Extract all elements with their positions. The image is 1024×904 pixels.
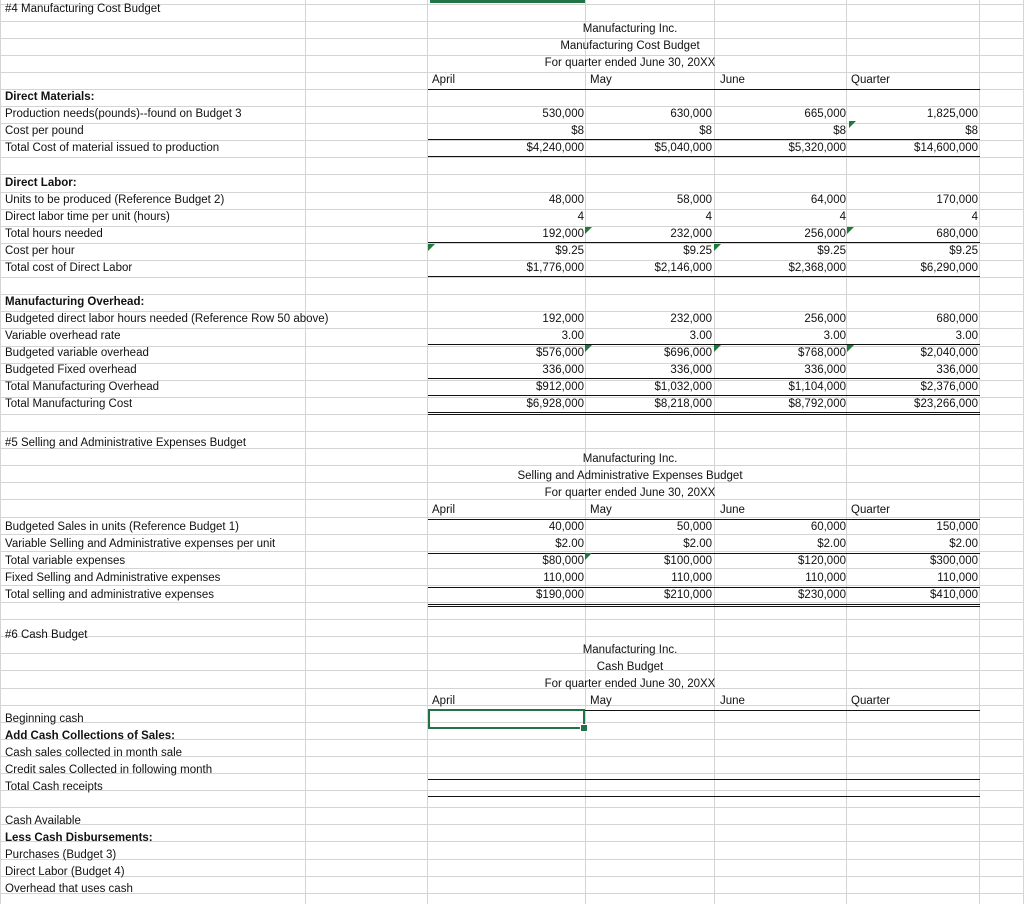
selected-cell[interactable]: [428, 709, 585, 729]
value-cell[interactable]: $14,600,000: [914, 142, 978, 154]
value-cell[interactable]: $8,218,000: [654, 398, 712, 410]
row-label[interactable]: Overhead that uses cash: [5, 883, 133, 895]
value-cell[interactable]: 3.00: [561, 330, 584, 342]
subtotal-line: [428, 139, 980, 140]
column-header[interactable]: May: [590, 74, 612, 86]
error-indicator-icon: [849, 121, 856, 128]
subtotal-line: [428, 378, 980, 379]
value-cell[interactable]: $2,376,000: [920, 381, 978, 393]
value-cell[interactable]: $696,000: [664, 347, 712, 359]
subtotal-line: [428, 779, 980, 780]
value-cell[interactable]: 192,000: [542, 228, 584, 240]
row-label[interactable]: Direct Labor (Budget 4): [5, 866, 125, 878]
value-cell[interactable]: 60,000: [810, 521, 846, 533]
value-cell[interactable]: 530,000: [542, 108, 584, 120]
section-title[interactable]: #6 Cash Budget: [5, 629, 88, 641]
section-header[interactable]: Manufacturing Overhead:: [5, 296, 145, 308]
row-label[interactable]: Cost per hour: [5, 245, 75, 257]
value-cell[interactable]: $9.25: [555, 245, 584, 257]
error-indicator-icon: [847, 227, 854, 234]
header-underline: [428, 89, 980, 90]
value-cell[interactable]: $1,104,000: [788, 381, 846, 393]
value-cell[interactable]: $23,266,000: [914, 398, 978, 410]
value-cell[interactable]: $2.00: [555, 538, 584, 550]
budget-name[interactable]: Cash Budget: [596, 661, 664, 673]
value-cell[interactable]: 58,000: [676, 194, 712, 206]
value-cell[interactable]: $210,000: [664, 589, 712, 601]
value-cell[interactable]: 3.00: [955, 330, 978, 342]
value-cell[interactable]: 256,000: [804, 228, 846, 240]
row-label[interactable]: Budgeted Sales in units (Reference Budget 1): [5, 521, 239, 533]
value-cell[interactable]: $1,776,000: [526, 262, 584, 274]
value-cell[interactable]: 232,000: [670, 313, 712, 325]
value-cell[interactable]: $5,040,000: [654, 142, 712, 154]
value-cell[interactable]: 630,000: [670, 108, 712, 120]
column-header[interactable]: April: [432, 695, 456, 707]
value-cell[interactable]: 232,000: [670, 228, 712, 240]
value-cell[interactable]: 4: [577, 211, 584, 223]
row-label[interactable]: Variable overhead rate: [5, 330, 121, 342]
value-cell[interactable]: $768,000: [798, 347, 846, 359]
fill-handle[interactable]: [580, 724, 588, 732]
total-line: [428, 796, 980, 797]
error-indicator-icon: [428, 244, 435, 251]
row-label[interactable]: Direct labor time per unit (hours): [5, 211, 170, 223]
value-cell[interactable]: 110,000: [671, 572, 712, 584]
row-label[interactable]: Cash sales collected in month sale: [5, 747, 183, 759]
value-cell[interactable]: $4,240,000: [526, 142, 584, 154]
value-cell[interactable]: 110,000: [937, 572, 978, 584]
row-label[interactable]: Total Cash receipts: [5, 781, 103, 793]
error-indicator-icon: [714, 345, 721, 352]
error-indicator-icon: [585, 553, 592, 560]
budget-name[interactable]: Selling and Administrative Expenses Budget: [517, 470, 743, 482]
value-cell[interactable]: $2.00: [817, 538, 846, 550]
column-header[interactable]: May: [590, 504, 612, 516]
value-cell[interactable]: $230,000: [798, 589, 846, 601]
row-label[interactable]: Units to be produced (Reference Budget 2): [5, 194, 225, 206]
value-cell[interactable]: $100,000: [664, 555, 712, 567]
double-underline: [428, 604, 980, 607]
subtotal-line: [428, 395, 980, 396]
value-cell[interactable]: 4: [971, 211, 978, 223]
row-label[interactable]: Cash Available: [5, 815, 81, 827]
row-label[interactable]: Purchases (Budget 3): [5, 849, 117, 861]
value-cell[interactable]: $190,000: [536, 589, 584, 601]
value-cell[interactable]: $300,000: [930, 555, 978, 567]
row-label[interactable]: Total variable expenses: [5, 555, 126, 567]
value-cell[interactable]: 192,000: [542, 313, 584, 325]
value-cell[interactable]: 256,000: [804, 313, 846, 325]
total-line: [428, 156, 980, 157]
column-header[interactable]: June: [720, 695, 745, 707]
value-cell[interactable]: $6,290,000: [920, 262, 978, 274]
value-cell[interactable]: 110,000: [805, 572, 846, 584]
active-column-indicator: [430, 0, 585, 3]
column-header[interactable]: June: [720, 74, 745, 86]
error-indicator-icon: [585, 227, 592, 234]
error-indicator-icon: [714, 244, 721, 251]
column-header[interactable]: April: [432, 74, 456, 86]
column-header[interactable]: April: [432, 504, 456, 516]
total-line: [428, 276, 980, 277]
section-header[interactable]: Direct Labor:: [5, 177, 77, 189]
value-cell[interactable]: 110,000: [543, 572, 584, 584]
value-cell[interactable]: $2,146,000: [654, 262, 712, 274]
row-label[interactable]: Credit sales Collected in following month: [5, 764, 213, 776]
column-header[interactable]: Quarter: [851, 74, 890, 86]
budget-name[interactable]: Manufacturing Cost Budget: [560, 40, 700, 52]
row-label[interactable]: Cost per pound: [5, 125, 84, 137]
value-cell[interactable]: 48,000: [548, 194, 584, 206]
value-cell[interactable]: $9.25: [949, 245, 978, 257]
value-cell[interactable]: $2.00: [949, 538, 978, 550]
value-cell[interactable]: 50,000: [676, 521, 712, 533]
row-label[interactable]: Budgeted variable overhead: [5, 347, 149, 359]
value-cell[interactable]: 3.00: [689, 330, 712, 342]
row-label[interactable]: Add Cash Collections of Sales:: [5, 730, 175, 742]
value-cell[interactable]: 665,000: [804, 108, 846, 120]
value-cell[interactable]: 3.00: [823, 330, 846, 342]
value-cell[interactable]: 150,000: [936, 521, 978, 533]
value-cell[interactable]: $6,928,000: [526, 398, 584, 410]
value-cell[interactable]: $9.25: [683, 245, 712, 257]
value-cell[interactable]: 680,000: [936, 313, 978, 325]
column-header[interactable]: Quarter: [851, 695, 890, 707]
value-cell[interactable]: $2.00: [683, 538, 712, 550]
row-label[interactable]: Less Cash Disbursements:: [5, 832, 153, 844]
total-line: [428, 587, 980, 588]
value-cell[interactable]: $5,320,000: [788, 142, 846, 154]
value-cell[interactable]: $80,000: [542, 555, 584, 567]
value-cell[interactable]: 64,000: [810, 194, 846, 206]
section-title[interactable]: #5 Selling and Administrative Expenses Budget: [5, 437, 247, 449]
value-cell[interactable]: $9.25: [817, 245, 846, 257]
error-indicator-icon: [585, 345, 592, 352]
value-cell[interactable]: 680,000: [936, 228, 978, 240]
value-cell[interactable]: $410,000: [930, 589, 978, 601]
subtotal-line: [428, 553, 980, 554]
row-label[interactable]: Total Manufacturing Overhead: [5, 381, 160, 393]
subtotal-line: [428, 242, 980, 243]
value-cell[interactable]: 336,000: [804, 364, 846, 376]
budget-period[interactable]: For quarter ended June 30, 20XX: [544, 487, 716, 499]
row-label[interactable]: Budgeted Fixed overhead: [5, 364, 137, 376]
subtotal-line: [428, 344, 980, 345]
value-cell[interactable]: $2,368,000: [788, 262, 846, 274]
column-header[interactable]: Quarter: [851, 504, 890, 516]
value-cell[interactable]: 4: [705, 211, 712, 223]
value-cell[interactable]: 40,000: [548, 521, 584, 533]
value-cell[interactable]: $576,000: [536, 347, 584, 359]
row-label[interactable]: Budgeted direct labor hours needed (Reference Row 50 above): [5, 313, 329, 325]
row-label[interactable]: Total Manufacturing Cost: [5, 398, 133, 410]
value-cell[interactable]: 336,000: [670, 364, 712, 376]
budget-period[interactable]: For quarter ended June 30, 20XX: [544, 678, 716, 690]
value-cell[interactable]: 336,000: [936, 364, 978, 376]
budget-period[interactable]: For quarter ended June 30, 20XX: [544, 57, 716, 69]
value-cell[interactable]: 170,000: [936, 194, 978, 206]
company-name[interactable]: Manufacturing Inc.: [582, 453, 678, 465]
value-cell[interactable]: 1,825,000: [926, 108, 978, 120]
column-header[interactable]: May: [590, 695, 612, 707]
value-cell[interactable]: $1,032,000: [654, 381, 712, 393]
section-title[interactable]: #4 Manufacturing Cost Budget: [5, 3, 161, 15]
row-label[interactable]: Total Cost of material issued to production: [5, 142, 220, 154]
column-header[interactable]: June: [720, 504, 745, 516]
value-cell[interactable]: $2,040,000: [920, 347, 978, 359]
row-label[interactable]: Fixed Selling and Administrative expenses: [5, 572, 221, 584]
value-cell[interactable]: 336,000: [542, 364, 584, 376]
value-cell[interactable]: $8: [965, 125, 978, 137]
double-underline: [428, 412, 980, 415]
value-cell[interactable]: $912,000: [536, 381, 584, 393]
value-cell[interactable]: $8: [699, 125, 712, 137]
value-cell[interactable]: 4: [839, 211, 846, 223]
error-indicator-icon: [847, 345, 854, 352]
row-label[interactable]: Total selling and administrative expenses: [5, 589, 215, 601]
section-header[interactable]: Direct Materials:: [5, 91, 95, 103]
row-label[interactable]: Total hours needed: [5, 228, 103, 240]
row-label[interactable]: Beginning cash: [5, 713, 84, 725]
company-name[interactable]: Manufacturing Inc.: [582, 644, 678, 656]
row-label[interactable]: Variable Selling and Administrative expenses per unit: [5, 538, 276, 550]
value-cell[interactable]: $8: [833, 125, 846, 137]
row-label[interactable]: Production needs(pounds)--found on Budget 3: [5, 108, 242, 120]
row-label[interactable]: Total cost of Direct Labor: [5, 262, 133, 274]
value-cell[interactable]: $8,792,000: [788, 398, 846, 410]
value-cell[interactable]: $8: [571, 125, 584, 137]
company-name[interactable]: Manufacturing Inc.: [582, 23, 678, 35]
value-cell[interactable]: $120,000: [798, 555, 846, 567]
